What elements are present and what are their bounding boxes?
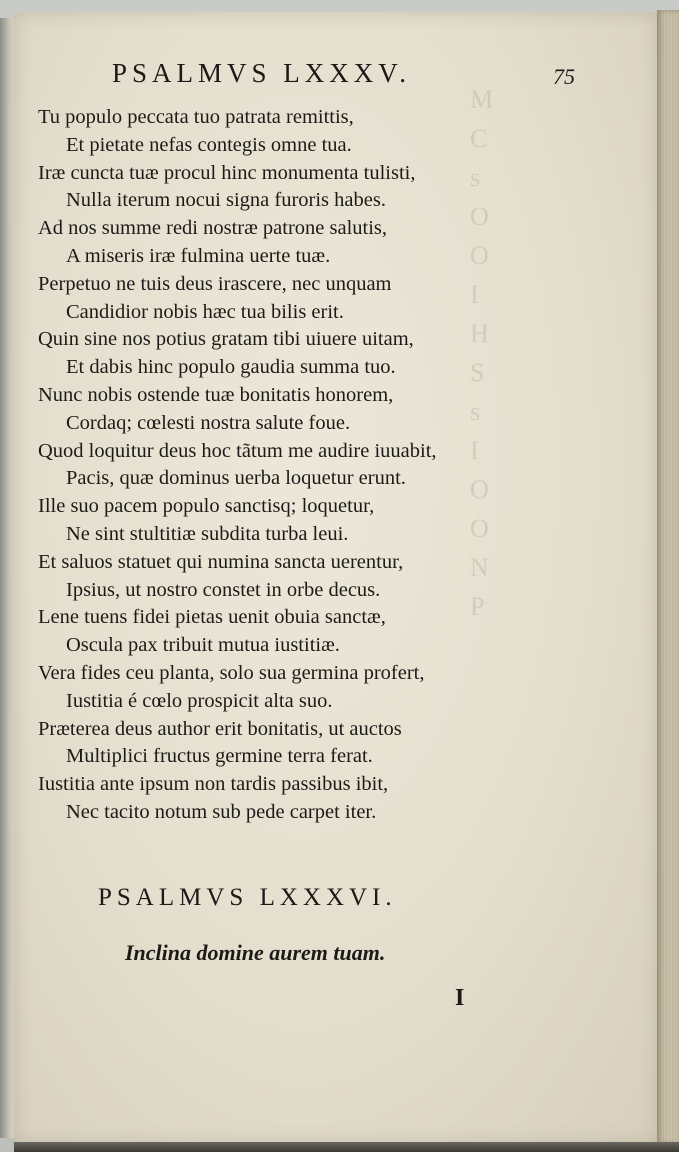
verse-line: Pacis, quæ dominus uerba loquetur erunt. xyxy=(66,467,406,490)
verse-line: Oscula pax tribuit mutua iustitiæ. xyxy=(66,634,340,657)
verse-line: Iustitia ante ipsum non tardis passibus ibit, xyxy=(38,773,389,796)
verse-line: Nunc nobis ostende tuæ bonitatis honorem, xyxy=(38,383,394,406)
verse-line: Ille suo pacem populo sanctisq; loquetur, xyxy=(38,495,375,518)
verse-line: Candidior nobis hæc tua bilis erit. xyxy=(66,300,344,323)
verse-line: Quod loquitur deus hoc tãtum me audire iuuabit, xyxy=(38,439,437,462)
catchword: I xyxy=(455,985,465,1011)
verse-line: Et saluos statuet qui numina sancta uerentur, xyxy=(38,550,404,573)
verse-line: Iræ cuncta tuæ procul hinc monumenta tulisti, xyxy=(38,161,416,184)
verse-line: Vera fides ceu planta, solo sua germina profert, xyxy=(38,661,425,684)
verse-line: Ipsius, ut nostro constet in orbe decus. xyxy=(66,578,381,601)
verse-line: Quin sine nos potius gratam tibi uiuere uitam, xyxy=(38,328,414,351)
psalm-heading: PSALMVS LXXXVI. xyxy=(98,884,397,911)
psalm-text xyxy=(38,104,558,827)
verse-line: Nulla iterum nocui signa furoris habes. xyxy=(66,189,386,212)
verse-line: Lene tuens fidei pietas uenit obuia sanctæ, xyxy=(38,606,386,629)
verse-line: Tu populo peccata tuo patrata remittis, xyxy=(38,106,354,128)
running-head: PSALMVS LXXXV. xyxy=(112,58,412,88)
page-fore-edge xyxy=(657,10,679,1144)
verse-line: Perpetuo ne tuis deus irascere, nec unquam xyxy=(38,272,392,295)
verse-line: Iustitia é cœlo prospicit alta suo. xyxy=(66,689,333,712)
verse-line: Nec tacito notum sub pede carpet iter. xyxy=(66,800,377,823)
verse-line: Præterea deus author erit bonitatis, ut auctos xyxy=(38,717,402,740)
psalm-incipit: Inclina domine aurem tuam. xyxy=(125,940,386,965)
verse-line: Et dabis hinc populo gaudia summa tuo. xyxy=(66,356,396,379)
verse-line: Multiplici fructus germine terra ferat. xyxy=(66,745,373,768)
verse-line: Ad nos summe redi nostræ patrone salutis, xyxy=(38,217,388,240)
verse-line: Cordaq; cœlesti nostra salute foue. xyxy=(66,411,351,434)
book-cover-edge xyxy=(14,1142,679,1152)
verse-line: Ne sint stultitiæ subdita turba leui. xyxy=(66,522,349,545)
verse-line: Et pietate nefas contegis omne tua. xyxy=(66,133,352,156)
verse-line: A miseris iræ fulmina uerte tuæ. xyxy=(66,244,331,267)
folio-number: 75 xyxy=(553,64,575,89)
